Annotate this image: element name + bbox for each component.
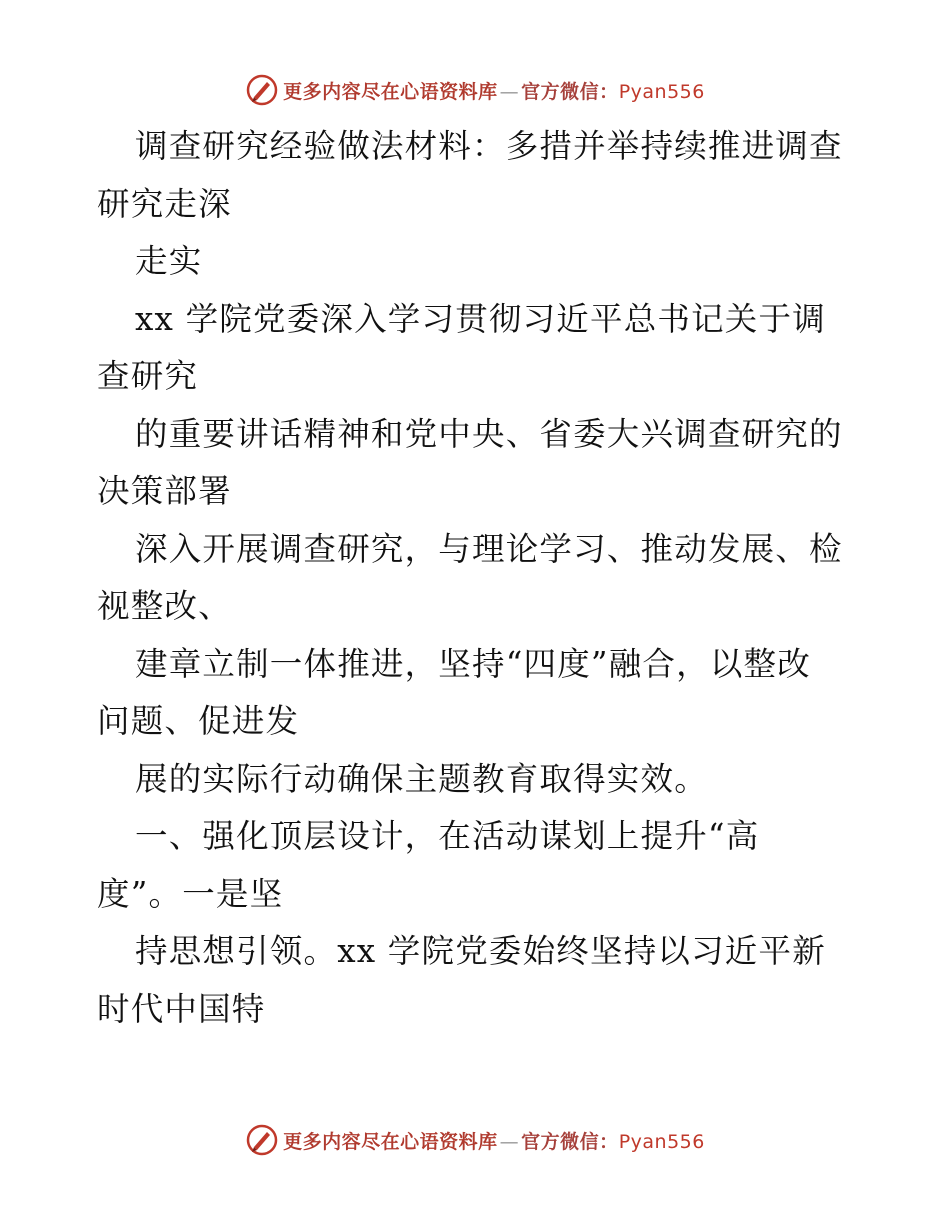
banner-wechat-label: 官方微信： [521,1130,619,1153]
document-body [97,118,857,1038]
banner-handle: Pyan556 [618,1130,705,1153]
pen-logo-icon [245,1123,279,1157]
footer-banner [0,1120,950,1160]
doc-line: 研究走深 [97,184,232,223]
doc-line: 建章立制一体推进，坚持“四度”融合，以整改 [135,644,811,683]
banner-separator: — [499,1130,520,1153]
header-banner [0,70,950,110]
doc-line: 持思想引领。xx 学院党委始终坚持以习近平新 [135,932,826,970]
doc-line: 走实 [135,242,203,280]
banner-lead: 更多内容尽在心语资料库 [283,1130,498,1153]
doc-line: xx 学院党委深入学习贯彻习近平总书记关于调 [135,299,826,338]
banner-handle: Pyan556 [618,80,705,103]
doc-line: 问题、促进发 [97,702,300,740]
doc-line: 时代中国特 [97,989,266,1028]
doc-line: 一、强化顶层设计，在活动谋划上提升“高 [135,817,760,855]
banner-wechat-label: 官方微信： [521,80,619,103]
doc-line: 展的实际行动确保主题教育取得实效。 [135,759,708,798]
doc-line: 的重要讲话精神和党中央、省委大兴调查研究的 [135,414,843,453]
doc-line: 度”。一是坚 [97,874,284,913]
footer-banner-text [283,1127,705,1154]
doc-line: 视整改、 [97,587,232,625]
pen-logo-icon [245,73,279,107]
banner-lead: 更多内容尽在心语资料库 [283,80,498,103]
doc-line: 决策部署 [97,472,232,510]
doc-line: 深入开展调查研究，与理论学习、推动发展、检 [135,529,843,568]
doc-line: 查研究 [97,357,199,395]
header-banner-text [283,77,705,104]
banner-separator: — [499,80,520,103]
doc-line: 调查研究经验做法材料：多措并举持续推进调查 [135,127,843,165]
